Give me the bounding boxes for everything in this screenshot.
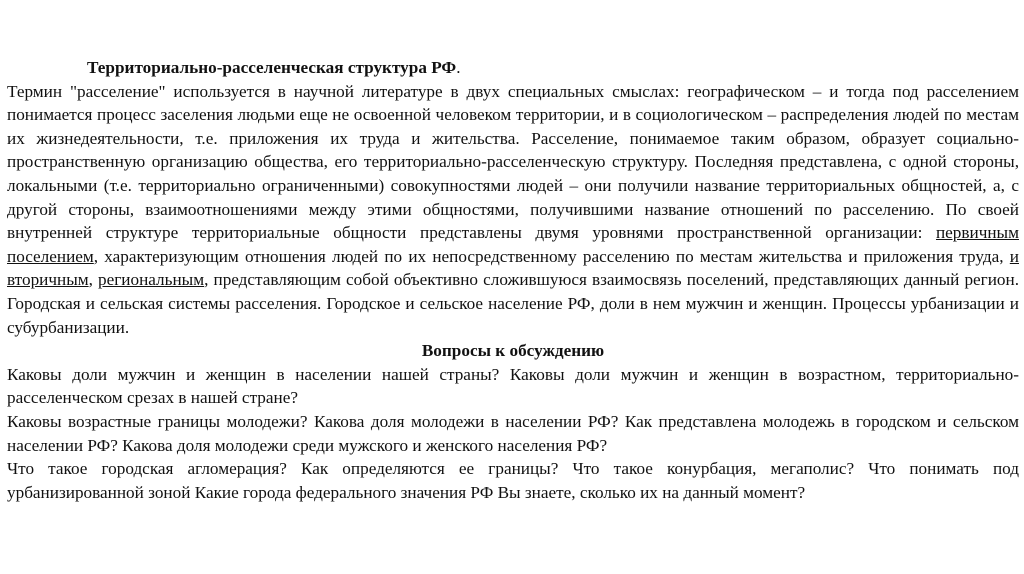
title-dot: . [456, 58, 461, 77]
intro-text-2: , характеризующим отношения людей по их непосредственному расселению по местам жительства и приложения труда, [93, 246, 1010, 266]
questions-heading: Вопросы к обсуждению [421, 341, 605, 361]
document-page [7, 56, 1019, 504]
comma-separator: , [88, 270, 99, 290]
question-paragraph-1: Каковы доли мужчин и женщин в населении нашей страны? Каковы доли мужчин и женщин в возрастном, территориально-расселенческом срезах в нашей стране? [7, 364, 1019, 408]
secondary-term: вторичным [7, 270, 89, 290]
intro-text-3: , представляющим собой объективно сложившуюся взаимосвязь поселений, представляющих данный регион. Городская и сельская системы расселения. Городское и сельское население РФ, доли в нем мужчин и женщин. Процессы урбанизации и субурбанизации. [7, 270, 1019, 337]
document-title [7, 56, 1019, 80]
regional-term: региональным [98, 270, 205, 290]
question-paragraph-3: Что такое городская агломерация? Как определяются ее границы? Что такое конурбация, мегаполис? Что понимать под урбанизированной зоной Какие города федерального значения РФ Вы знаете, сколько их на данный момент? [7, 459, 1019, 502]
intro-paragraph [7, 80, 1019, 340]
primary-settlement-term: первичным поселением [7, 223, 1019, 266]
question-paragraph-2: Каковы возрастные границы молодежи? Какова доля молодежи в населении РФ? Как представлена молодежь в городском и сельском населении РФ? Какова доля молодежи среди мужского и женского населения РФ? [7, 411, 1019, 455]
title-text: Территориально-расселенческая структура РФ [87, 58, 457, 77]
and-word: и [1009, 246, 1019, 266]
intro-text-1: Термин "расселение" используется в научной литературе в двух специальных смыслах: географическом – и тогда под расселением понимается процесс заселения людьми еще не освоенной человеком территории, и в социологическом – распределения людей по местам их жизнедеятельности, т.е. приложения их труда и жительства. Расселение, понимаемое таким образом, образует социально-пространственную организацию общества, его территориально-расселенческую структуру. Последняя представлена, с одной стороны, локальными (т.е. территориально ограниченными) совокупностями людей – они получили название территориальных общностей, а, с другой стороны, взаимоотношениями между этими общностями, получившими название отношений по расселению. По своей внутренней структуре территориальные общности представлены двумя уровнями пространственной организации: [7, 81, 1019, 243]
